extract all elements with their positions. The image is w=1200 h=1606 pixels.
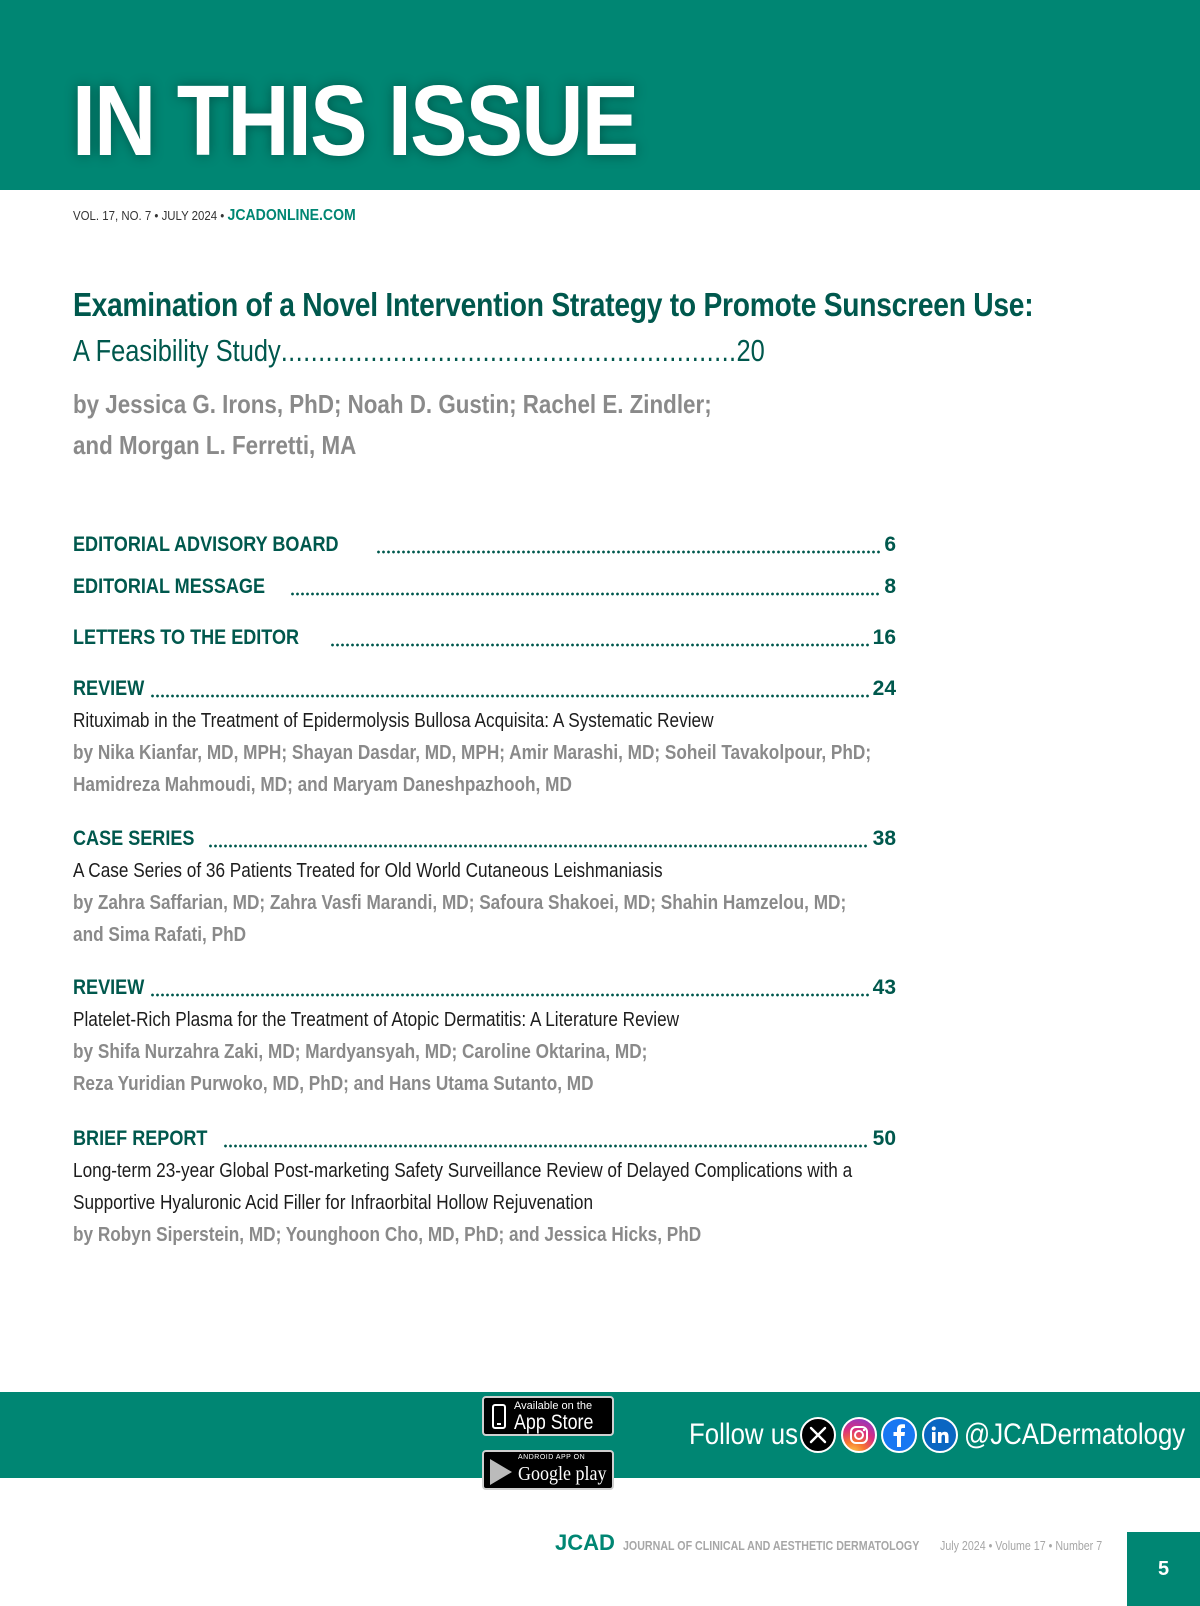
toc-page-number: 43 bbox=[872, 976, 896, 999]
page-number: 5 bbox=[1127, 1532, 1200, 1606]
google-play-label: Google play bbox=[518, 1463, 607, 1485]
toc-page-number: 24 bbox=[872, 677, 896, 700]
play-icon bbox=[490, 1459, 512, 1485]
toc-article-title[interactable]: A Case Series of 36 Patients Treated for Old World Cutaneous Leishmaniasis bbox=[73, 860, 663, 882]
instagram-glyph bbox=[848, 1424, 870, 1446]
google-play-badge[interactable] bbox=[482, 1450, 614, 1490]
toc-page-number: 6 bbox=[884, 533, 896, 556]
toc-heading[interactable] bbox=[73, 677, 896, 705]
toc-authors: by Shifa Nurzahra Zaki, MD; Mardyansyah, MD; Caroline Oktarina, MD; bbox=[73, 1041, 648, 1063]
toc-heading[interactable] bbox=[73, 976, 896, 1004]
facebook-icon[interactable] bbox=[881, 1417, 917, 1453]
instagram-icon[interactable] bbox=[841, 1417, 877, 1453]
toc-entry[interactable] bbox=[73, 575, 896, 603]
toc-leader-dots bbox=[150, 993, 869, 997]
toc-leader-dots: ............................................................. bbox=[280, 333, 737, 368]
toc-authors: Hamidreza Mahmoudi, MD; and Maryam Daneshpazhooh, MD bbox=[73, 774, 572, 796]
toc-section-label: EDITORIAL MESSAGE bbox=[73, 575, 266, 598]
feature-authors bbox=[73, 384, 712, 466]
toc-authors: and Sima Rafati, PhD bbox=[73, 924, 246, 946]
linkedin-glyph bbox=[930, 1425, 950, 1445]
toc-leader-dots bbox=[208, 844, 868, 848]
toc-section-label: LETTERS TO THE EDITOR bbox=[73, 626, 300, 649]
journal-name: JOURNAL OF CLINICAL AND AESTHETIC DERMATOLOGY bbox=[623, 1538, 920, 1553]
facebook-glyph bbox=[889, 1423, 909, 1447]
toc-entry[interactable] bbox=[73, 1127, 896, 1251]
issue-info-text: VOL. 17, NO. 7 • JULY 2024 • bbox=[73, 208, 225, 223]
toc-authors: by Robyn Siperstein, MD; Younghoon Cho, MD, PhD; and Jessica Hicks, PhD bbox=[73, 1224, 702, 1246]
toc-leader-dots bbox=[223, 1144, 868, 1148]
toc-heading[interactable] bbox=[73, 575, 896, 603]
x-icon[interactable] bbox=[800, 1417, 836, 1453]
toc-page-number: 8 bbox=[884, 575, 896, 598]
toc-entry[interactable] bbox=[73, 976, 896, 1100]
social-handle[interactable]: @JCADermatology bbox=[964, 1418, 1186, 1451]
feature-page-number: 20 bbox=[736, 333, 765, 368]
follow-us-label: Follow us bbox=[689, 1418, 798, 1451]
phone-icon bbox=[492, 1404, 506, 1429]
toc-heading[interactable] bbox=[73, 533, 896, 561]
jcad-logo: JCAD bbox=[555, 1530, 615, 1555]
x-glyph bbox=[809, 1426, 827, 1444]
toc-section-label: EDITORIAL ADVISORY BOARD bbox=[73, 533, 339, 556]
feature-authors-line: and Morgan L. Ferretti, MA bbox=[73, 430, 357, 460]
feature-article-title[interactable]: Examination of a Novel Intervention Strategy to Promote Sunscreen Use: bbox=[73, 286, 1034, 323]
toc-authors: by Zahra Saffarian, MD; Zahra Vasfi Marandi, MD; Safoura Shakoei, MD; Shahin Hamzelou, MD; bbox=[73, 892, 847, 914]
toc-article-title[interactable]: Rituximab in the Treatment of Epidermolysis Bullosa Acquisita: A Systematic Review bbox=[73, 710, 714, 732]
app-store-label: App Store bbox=[514, 1411, 594, 1434]
toc-heading[interactable] bbox=[73, 1127, 896, 1155]
app-store-small-text: Available on the bbox=[514, 1400, 593, 1412]
toc-authors: by Nika Kianfar, MD, MPH; Shayan Dasdar, MD, MPH; Amir Marashi, MD; Soheil Tavakolpour, PhD; bbox=[73, 742, 872, 764]
toc-entry[interactable] bbox=[73, 677, 896, 801]
toc-heading[interactable] bbox=[73, 626, 896, 654]
page-title: IN THIS ISSUE bbox=[72, 65, 638, 177]
toc-page-number: 50 bbox=[872, 1127, 896, 1150]
toc-section-label: CASE SERIES bbox=[73, 827, 195, 850]
google-play-small-text: ANDROID APP ON bbox=[518, 1454, 586, 1461]
app-store-badge[interactable] bbox=[482, 1396, 614, 1436]
toc-section-label: REVIEW bbox=[73, 976, 145, 999]
toc-page-number: 16 bbox=[872, 626, 896, 649]
toc-authors: Reza Yuridian Purwoko, MD, PhD; and Hans Utama Sutanto, MD bbox=[73, 1073, 594, 1095]
toc-section-label: REVIEW bbox=[73, 677, 145, 700]
feature-subtitle-text: A Feasibility Study bbox=[73, 333, 281, 368]
toc-article-title[interactable]: Supportive Hyaluronic Acid Filler for Infraorbital Hollow Rejuvenation bbox=[73, 1192, 594, 1214]
issue-line bbox=[73, 207, 356, 225]
toc-leader-dots bbox=[376, 550, 880, 554]
toc-entry[interactable] bbox=[73, 827, 896, 951]
toc-heading[interactable] bbox=[73, 827, 896, 855]
website-link[interactable]: JCADONLINE.COM bbox=[227, 207, 356, 224]
toc-leader-dots bbox=[150, 694, 869, 698]
toc-entry[interactable] bbox=[73, 533, 896, 561]
toc-entry[interactable] bbox=[73, 626, 896, 654]
linkedin-icon[interactable] bbox=[922, 1417, 958, 1453]
feature-article-subtitle[interactable] bbox=[73, 333, 765, 369]
toc-article-title[interactable]: Platelet-Rich Plasma for the Treatment of Atopic Dermatitis: A Literature Review bbox=[73, 1009, 680, 1031]
toc-section-label: BRIEF REPORT bbox=[73, 1127, 208, 1150]
feature-authors-line: by Jessica G. Irons, PhD; Noah D. Gustin; Rachel E. Zindler; bbox=[73, 389, 712, 419]
footer-issue-info: July 2024 • Volume 17 • Number 7 bbox=[940, 1538, 1103, 1553]
toc-article-title[interactable]: Long-term 23-year Global Post-marketing Safety Surveillance Review of Delayed Complications with a bbox=[73, 1160, 853, 1182]
toc-page-number: 38 bbox=[872, 827, 896, 850]
toc-leader-dots bbox=[290, 592, 880, 596]
toc-leader-dots bbox=[330, 643, 869, 647]
